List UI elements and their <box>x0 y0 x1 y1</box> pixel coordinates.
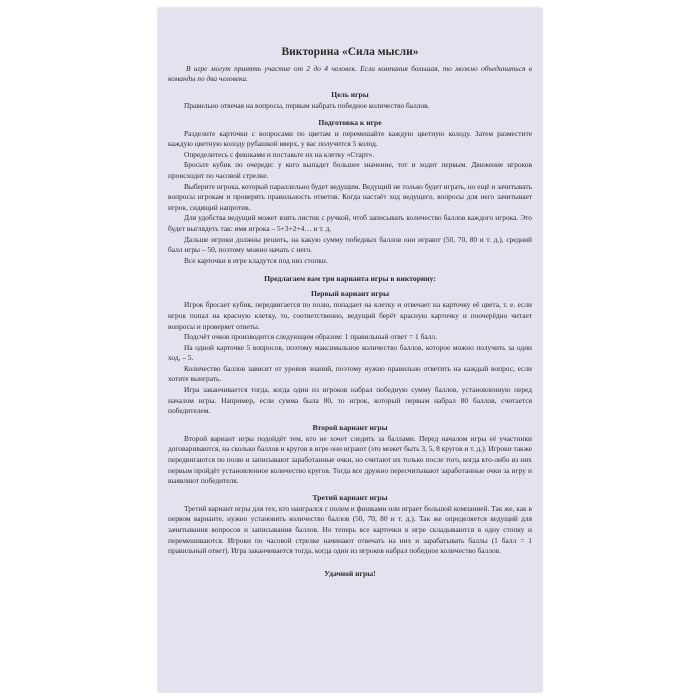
variant2-paragraph: Второй вариант игры подойдёт тем, кто не хочет следить за баллами. Перед началом игры её участники договариваются, на сколько баллов и кругов в игре они играют (это может быть 3, 5, 8 кругов и т. д.). Игроки также передвигаются по полю и записывают заработанные очки, но считают их только после того, когда кто-либо из них первым пройдёт установленное количество кругов. Тогда все дружно пересчитывают заработанные очки за игру и выявляют победителя. <box>168 433 532 486</box>
variant3-paragraph: Третий вариант игры для тех, кто наигрался с полем и фишками или играет большой компанией. Так же, как в первом варианте, нужно установить количество баллов (50, 70, 80 и т. д.). Так же определяется ведущий для зачитывания вопросов и записывания баллов. Но теперь все карточки в игре складываются в одну стопку и перемешиваются. Игроки по часовой стрелке начинают отвечать на них и зарабатывать баллы (1 балл = 1 правильный ответ). Игра заканчивается тогда, когда один из игроков набрал победное количество баллов. <box>168 503 532 556</box>
variant1-paragraph: Количество баллов зависит от уровня знаний, поэтому нужно правильно ответить на каждый вопрос, если хотите выиграть. <box>168 363 532 384</box>
preparation-paragraph: Бросьте кубик по очереди: у кого выпадет большее значение, тот и ходит первым. Движение игроков происходит по часовой стрелке. <box>168 160 532 180</box>
variant1-paragraph: Игра заканчивается тогда, когда один из игроков набрал победную сумму баллов, установленную перед началом игры. Например, если сумма была 80, то игрок, который первым набрал 80 баллов, считается победителем. <box>168 385 532 416</box>
preparation-paragraph: Определитесь с фишками и поставьте их на клетку «Старт». <box>184 149 375 159</box>
goal-paragraph: Правильно отвечая на вопросы, первым набрать победное количество баллов. <box>184 101 430 110</box>
preparation-paragraph: Для удобства ведущий может взять листик с ручкой, чтоб записывать количество баллов каждого игрока. Это будет выглядеть так: имя игрока – 5+3+2+4… и т. д. <box>168 213 532 233</box>
variant2-heading: Второй вариант игры <box>312 422 388 432</box>
variant1-heading: Первый вариант игры <box>310 289 390 299</box>
preparation-paragraph: Выберите игрока, который параллельно будет ведущим. Ведущий не только будет играть, но ещё и зачитывать вопросы игрокам и проверять правильность ответов. Когда настаёт ход ведущего, вопросы для него зачитывает игрок, сидящий напротив. <box>168 181 532 212</box>
rules-sheet <box>158 8 542 692</box>
preparation-heading: Подготовка к игре <box>318 117 382 127</box>
document-title: Викторина «Сила мысли» <box>281 46 419 58</box>
preparation-paragraph: Все карточки в игре кладутся под низ стопки. <box>184 255 328 265</box>
goal-section <box>168 101 532 112</box>
preparation-section <box>168 129 532 267</box>
variant2-section <box>168 434 532 487</box>
closing-text: Удачной игры! <box>324 568 376 578</box>
variant1-section <box>168 300 532 417</box>
intro-text: В игре могут принять участие от 2 до 4 человек. Если компания большая, то можно объединиться в команды по два человека. <box>168 64 532 83</box>
variants-heading: Предлагаем вам три варианта игры в викторину: <box>264 274 436 284</box>
variant3-section <box>168 504 532 557</box>
goal-heading: Цель игры <box>331 90 369 99</box>
variant1-paragraph: Игрок бросает кубик, передвигается по полю, попадает на клетку и отвечает на карточку её цвета, т. е. если игрок попал на красную клетку, то, соответственно, ведущий берёт красную карточку и поочерёдно читает вопросы и проверяет ответы. <box>168 300 532 331</box>
preparation-paragraph: Дальше игроки должны решить, на какую сумму победных баллов они играют (50, 70, 80 и т. д.), средний балл игры – 50, поэтому можно начать с него. <box>168 234 532 255</box>
variant1-paragraph: Подсчёт очков производится следующим образом: 1 правильный ответ = 1 балл. <box>184 332 437 342</box>
preparation-paragraph: Разделите карточки с вопросами по цветам и перемешайте каждую цветную колоду. Затем разместите каждую цветную колоду рубашкой вверх, у вас получится 5 колод. <box>168 128 532 149</box>
variant1-paragraph: На одной карточке 5 вопросов, поэтому максимальное количество баллов, которое можно получить за один ход, – 5. <box>168 342 532 363</box>
variant3-heading: Третий вариант игры <box>312 492 388 502</box>
